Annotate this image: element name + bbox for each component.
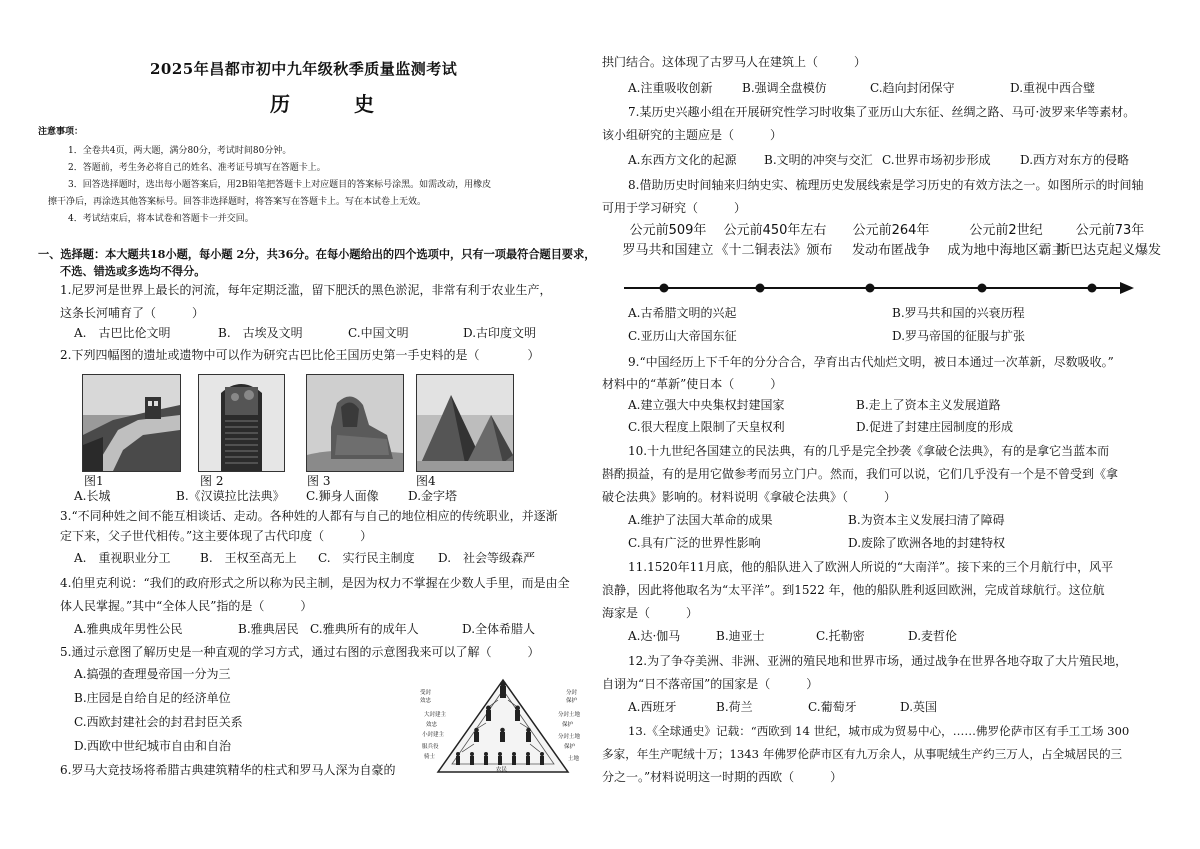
q6-stem-cont: 拱门结合。这体现了古罗马人在建筑上（ ） (602, 55, 867, 69)
q3-option-a: A. 重视职业分工 (74, 551, 171, 565)
diagram-left-label-4: 效忠 (426, 722, 438, 728)
q7-option-d: D.西方对东方的侵略 (1020, 153, 1130, 167)
q10-stem-cont-2: 破仑法典》影响的。材料说明《拿破仑法典》（ ） (602, 490, 897, 504)
q11-stem-cont-2: 海家是（ ） (602, 606, 699, 620)
q1-option-c: C.中国文明 (348, 326, 409, 340)
q2-stem: 2.下列四幅图的遗址或遗物中可以作为研究古巴比伦王国历史第一手史料的是（ ） (60, 348, 540, 362)
q12-option-d: D.英国 (900, 700, 938, 714)
q1-option-d: D.古印度文明 (463, 326, 537, 340)
diagram-right-label-1: 分封 (566, 690, 578, 696)
diagram-left-label-3: 大封建主 (424, 712, 447, 718)
q6-option-c: C.趋向封闭保守 (870, 81, 955, 95)
timeline-date-3: 公元前264年 (852, 223, 930, 238)
q4-option-b: B.雅典居民 (238, 622, 299, 636)
timeline-date-4: 公元前2世纪 (969, 223, 1043, 238)
note-item-3: 3．回答选择题时，选出每小题答案后，用2B铅笔把答题卡上对应题目的答案标号涂黑。如需改动，用橡皮 (68, 180, 492, 190)
q11-stem: 11.1520年11月底，他的船队进入了欧洲人所说的“大南洋”。接下来的三个月航行中，风平 (628, 560, 1114, 574)
q13-stem-cont-2: 分之一。”材料说明这一时期的西欧（ ） (602, 770, 843, 784)
q4-option-a: A.雅典成年男性公民 (74, 622, 183, 636)
q10-stem-cont-1: 斟酌损益，有的是用它做参考而另立门户。然而，我们可以说，它们几乎没有一个是不曾受到《拿 (602, 467, 1119, 481)
q3-option-c: C. 实行民主制度 (318, 551, 415, 565)
diagram-right-label-7: 土地 (568, 756, 580, 762)
diagram-left-label-6: 服兵役 (422, 744, 439, 750)
q10-option-a: A.维护了法国大革命的成果 (628, 513, 773, 527)
q12-stem: 12.为了争夺美洲、非洲、亚洲的殖民地和世界市场，通过战争在世界各地夺取了大片殖民地， (628, 654, 1128, 668)
q4-option-d: D.全体希腊人 (462, 622, 536, 636)
q7-stem: 7.某历史兴趣小组在开展研究性学习时收集了亚历山大东征、丝绸之路、马可·波罗来华等素材。 (628, 105, 1136, 119)
q11-stem-cont-1: 浪静，因此将他取名为“太平洋”。到1522 年，他的船队胜利返回欧洲，完成首球航行。这位航 (602, 583, 1105, 597)
q4-option-c: C.雅典所有的成年人 (310, 622, 419, 636)
q12-option-b: B.荷兰 (716, 700, 753, 714)
figure-great-wall (82, 374, 181, 472)
q5-option-b: B.庄园是自给自足的经济单位 (74, 691, 231, 705)
section-one-heading: 一、选择题：本大题共18小题，每小题 2分，共36分。在每小题给出的四个选项中，只有一项最符合题目要求， (38, 247, 596, 261)
q6-option-a: A.注重吸收创新 (628, 81, 713, 95)
q12-option-a: A.西班牙 (628, 700, 677, 714)
q9-option-a: A.建立强大中央集权封建国家 (628, 398, 785, 412)
q1-stem: 1.尼罗河是世界上最长的河流，每年定期泛滥，留下肥沃的黑色淤泥，非常有利于农业生产， (60, 283, 552, 297)
q10-stem: 10.十九世纪各国建立的民法典，有的几乎是完全抄袭《拿破仑法典》，有的是拿它当蓝本而 (628, 444, 1110, 458)
subject-title: 历 史 (270, 92, 396, 116)
q10-option-c: C.具有广泛的世界性影响 (628, 536, 761, 550)
q11-option-d: D.麦哲伦 (908, 629, 958, 643)
q2-option-a: A.长城 (74, 489, 111, 503)
q5-stem: 5.通过示意图了解历史是一种直观的学习方式，通过右图的示意图我来可以了解（ ） (60, 645, 540, 659)
pyramids-image (417, 375, 513, 471)
q4-stem: 4.伯里克利说：“我们的政府形式之所以称为民主制，是因为权力不掌握在少数人手里，而是由全 (60, 576, 570, 590)
q1-option-b: B. 古埃及文明 (218, 326, 303, 340)
timeline-event-3: 发动布匿战争 (851, 243, 930, 258)
timeline-date-5: 公元前73年 (1075, 223, 1145, 238)
diagram-left-label-5: 小封建主 (422, 732, 445, 738)
diagram-right-label-4: 保护 (562, 722, 574, 728)
q6-stem: 6.罗马大竞技场将希腊古典建筑精华的柱式和罗马人深为自豪的 (60, 763, 396, 777)
q3-option-d: D. 社会等级森严 (438, 551, 536, 565)
q5-option-d: D.西欧中世纪城市自由和自治 (74, 739, 232, 753)
q10-option-d: D.废除了欧洲各地的封建特权 (848, 536, 1006, 550)
timeline-dot-3 (866, 284, 875, 293)
timeline-dot-2 (756, 284, 765, 293)
section-one-heading-cont: 不选、错选或多选均不得分。 (60, 264, 206, 278)
q1-option-a: A. 古巴比伦文明 (74, 326, 171, 340)
figure-sphinx (306, 374, 404, 472)
q8-option-a: A.古希腊文明的兴起 (628, 306, 737, 320)
diagram-right-label-3: 分封土地 (558, 712, 581, 718)
notes-heading: 注意事项： (38, 127, 84, 137)
diagram-left-label-1: 受封 (420, 690, 432, 696)
q2-option-c: C.狮身人面像 (306, 489, 379, 503)
q2-figure-label-1: 图1 (84, 474, 104, 488)
q4-stem-cont: 体人民掌握。”其中“全体人民”指的是（ ） (60, 599, 313, 613)
q9-option-d: D.促进了封建庄园制度的形成 (856, 420, 1014, 434)
timeline-event-4: 成为地中海地区霸主 (947, 243, 1065, 258)
sphinx-image (307, 375, 403, 471)
timeline-dot-1 (660, 284, 669, 293)
q6-option-d: D.重视中西合璧 (1010, 81, 1096, 95)
q5-option-a: A.搞强的查理曼帝国一分为三 (74, 667, 231, 681)
q8-stem: 8.借助历史时间轴来归纳史实、梳理历史发展线索是学习历史的有效方法之一。如图所示的时间轴 (628, 178, 1144, 192)
timeline-dot-5 (1088, 284, 1097, 293)
q9-stem: 9.“中国经历上下千年的分分合合，孕育出古代灿烂文明，被日本通过一次革新，尽数吸收。” (628, 355, 1114, 369)
diagram-bottom-label: 农民 (496, 767, 508, 773)
exam-title: 2025年昌都市初中九年级秋季质量监测考试 (150, 60, 458, 78)
q13-stem-cont-1: 多家，年生产呢绒十万；1343 年佛罗伦萨市区有九万余人，从事呢绒生产约三万人，占全城居民的三 (602, 747, 1123, 761)
q3-stem-cont: 定下来，父子世代相传。”这主要体现了古代印度（ ） (60, 529, 373, 543)
timeline-date-2: 公元前450年左右 (723, 223, 827, 238)
q3-stem: 3.“不同种姓之间不能互相谈话、走动。各种姓的人都有与自己的地位相应的传统职业，并逐渐 (60, 509, 558, 523)
timeline-date-1: 公元前509年 (629, 223, 707, 238)
diagram-left-label-2: 效忠 (420, 698, 432, 704)
diagram-right-label-5: 分封土地 (558, 734, 581, 740)
feudal-hierarchy-diagram (418, 676, 588, 776)
q1-stem-cont: 这条长河哺育了（ ） (60, 306, 205, 320)
q2-option-b: B.《汉谟拉比法典》 (176, 489, 285, 503)
q7-option-b: B.文明的冲突与交汇 (764, 153, 873, 167)
figure-hammurabi-stele (198, 374, 285, 472)
q7-option-a: A.东西方文化的起源 (628, 153, 737, 167)
timeline-event-1: 罗马共和国建立 (622, 243, 714, 258)
q9-stem-cont: 材料中的“革新”使日本（ ） (602, 377, 783, 391)
timeline-event-5: 斯巴达克起义爆发 (1056, 243, 1161, 258)
timeline-event-2: 《十二铜表法》颁布 (715, 243, 833, 258)
q3-option-b: B. 王权至高无上 (200, 551, 297, 565)
q12-option-c: C.葡萄牙 (808, 700, 857, 714)
q6-option-b: B.强调全盘模仿 (742, 81, 827, 95)
q13-stem: 13.《全球通史》记载：“西欧到 14 世纪，城市成为贸易中心，……佛罗伦萨市区有手工工场 300 (628, 724, 1130, 738)
timeline-dot-4 (978, 284, 987, 293)
q7-option-c: C.世界市场初步形成 (882, 153, 991, 167)
q11-option-a: A.达·伽马 (628, 629, 681, 643)
q10-option-b: B.为资本主义发展扫清了障碍 (848, 513, 1005, 527)
note-item-1: 1．全卷共4页，两大题，满分80分，考试时间80分钟。 (68, 146, 292, 156)
diagram-left-label-7: 骑士 (424, 754, 436, 760)
diagram-right-label-6: 保护 (564, 744, 576, 750)
great-wall-image (83, 375, 180, 471)
diagram-right-label-2: 保护 (566, 698, 578, 704)
q7-stem-cont: 该小组研究的主题应是（ ） (602, 128, 783, 142)
q8-option-d: D.罗马帝国的征服与扩张 (892, 329, 1026, 343)
q8-timeline (620, 222, 1161, 298)
q8-option-c: C.亚历山大帝国东征 (628, 329, 737, 343)
note-item-4: 4．考试结束后，将本试卷和答题卡一并交回。 (68, 214, 254, 224)
q5-option-c: C.西欧封建社会的封君封臣关系 (74, 715, 243, 729)
note-item-3-cont: 擦干净后，再涂选其他答案标号。回答非选择题时，将答案写在答题卡上。写在本试卷上无效。 (48, 197, 427, 207)
q11-option-c: C.托勒密 (816, 629, 865, 643)
q2-figure-label-3: 图 3 (307, 474, 331, 488)
hammurabi-stele-image (199, 375, 284, 471)
q12-stem-cont: 自诩为“日不落帝国”的国家是（ ） (602, 677, 819, 691)
q2-option-d: D.金字塔 (408, 489, 458, 503)
figure-pyramids (416, 374, 514, 472)
q8-option-b: B.罗马共和国的兴衰历程 (892, 306, 1025, 320)
q2-figure-label-2: 图 2 (200, 474, 224, 488)
q11-option-b: B.迪亚士 (716, 629, 765, 643)
q9-option-b: B.走上了资本主义发展道路 (856, 398, 1001, 412)
q8-stem-cont: 可用于学习研究（ ） (602, 201, 747, 215)
timeline-axis (620, 278, 1140, 298)
q2-figure-label-4: 图4 (416, 474, 436, 488)
note-item-2: 2．答题前，考生务必将自己的姓名、准考证号填写在答题卡上。 (68, 163, 326, 173)
q9-option-c: C.很大程度上限制了天皇权利 (628, 420, 785, 434)
